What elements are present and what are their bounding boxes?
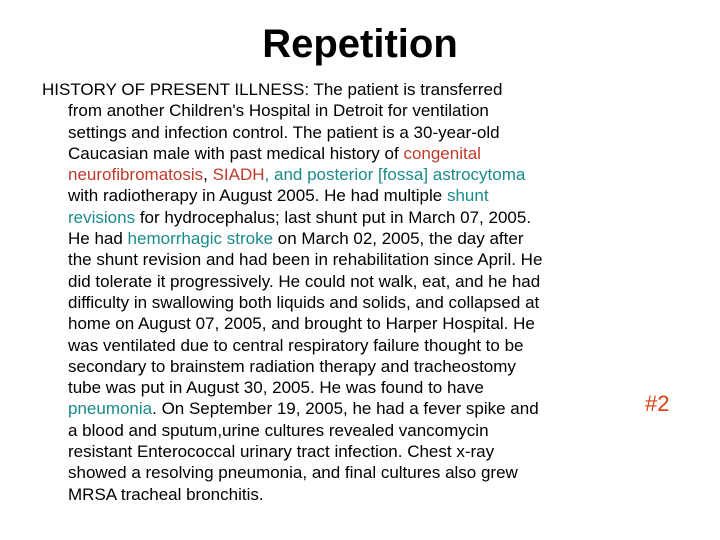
text-segment: settings and infection control. The patient is a 30-year-old [68, 122, 500, 142]
highlight-term: posterior [fossa] astrocytoma [307, 165, 526, 185]
text-line [42, 79, 642, 100]
text-segment: , and [264, 165, 308, 185]
text-segment: . On September 19, 2005, he had a fever spike and [152, 399, 539, 419]
highlight-term: SIADH [212, 165, 265, 185]
text-line [42, 122, 642, 143]
highlight-term: congenital [403, 143, 481, 163]
text-line [42, 377, 642, 398]
highlight-term: shunt [446, 186, 489, 206]
text-segment: He had [68, 229, 128, 249]
slide-title: Repetition [262, 22, 458, 66]
text-segment: , [203, 165, 213, 185]
text-line [42, 292, 642, 313]
text-line [42, 356, 642, 377]
text-segment: tube was put in August 30, 2005. He was found to have [68, 378, 484, 398]
text-segment: for hydrocephalus; last shunt put in March 07, 2005. [135, 207, 532, 227]
text-line [42, 398, 642, 419]
text-segment: showed a resolving pneumonia, and final cultures also grew [68, 463, 518, 483]
history-paragraph [42, 79, 642, 505]
text-line [42, 271, 642, 292]
text-line [42, 249, 642, 270]
slide-number: #2 [645, 391, 670, 416]
highlight-term: pneumonia [68, 399, 153, 419]
text-segment: on March 02, 2005, the day after [273, 229, 524, 249]
text-segment: from another Children's Hospital in Detroit for ventilation [68, 101, 489, 121]
text-line [42, 100, 642, 121]
text-segment: with radiotherapy in August 2005. He had multiple [68, 186, 447, 206]
text-line [42, 228, 642, 249]
text-line [42, 484, 642, 505]
text-line [42, 335, 642, 356]
text-segment: Caucasian male with past medical history of [68, 143, 404, 163]
text-line [42, 313, 642, 334]
text-segment: difficulty in swallowing both liquids and solids, and collapsed at [68, 292, 540, 312]
text-line [42, 185, 642, 206]
text-line [42, 420, 642, 441]
text-segment: a blood and sputum,urine cultures revealed vancomycin [68, 420, 489, 440]
highlight-term: hemorrhagic stroke [127, 229, 274, 249]
text-segment: HISTORY OF PRESENT ILLNESS: The patient is transferred [42, 80, 503, 99]
text-segment: home on August 07, 2005, and brought to Harper Hospital. He [68, 314, 535, 334]
text-line [42, 207, 642, 228]
text-segment: MRSA tracheal bronchitis. [68, 484, 264, 504]
text-line [42, 441, 642, 462]
text-segment: resistant Enterococcal urinary tract infection. Chest x-ray [68, 442, 495, 462]
text-segment: was ventilated due to central respiratory failure thought to be [68, 335, 524, 355]
text-line [42, 143, 642, 164]
text-segment: the shunt revision and had been in rehabilitation since April. He [68, 250, 543, 270]
highlight-term: neurofibromatosis [68, 165, 204, 185]
text-line [42, 164, 642, 185]
text-segment: did tolerate it progressively. He could not walk, eat, and he had [68, 271, 541, 291]
text-line [42, 462, 642, 483]
highlight-term: revisions [68, 207, 136, 227]
text-segment: secondary to brainstem radiation therapy and tracheostomy [68, 356, 516, 376]
